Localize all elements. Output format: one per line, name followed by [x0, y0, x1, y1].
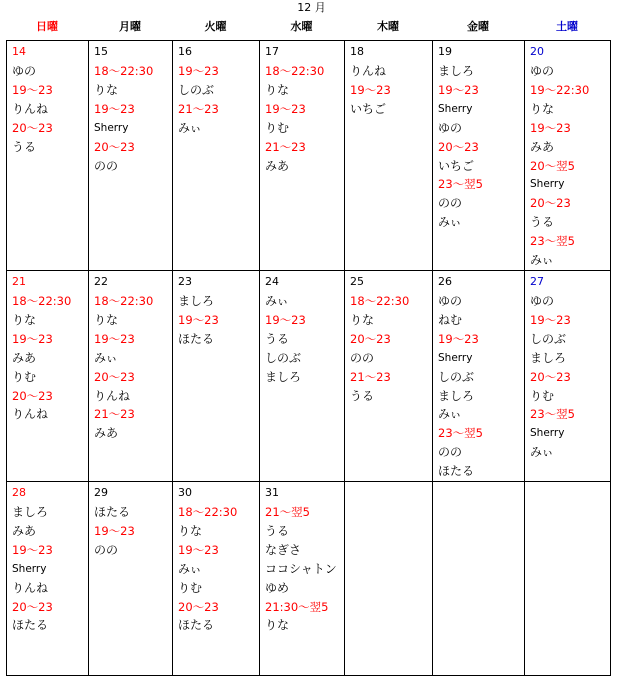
day-cell: [525, 41, 611, 271]
weekday-header-mon: 月曜: [119, 20, 141, 33]
staff-name: しのぶ: [530, 331, 567, 346]
calendar-month-title: 12 月: [297, 1, 326, 14]
shift-time: 19〜22:30: [530, 82, 590, 97]
day-cell: [433, 41, 525, 271]
staff-name: いちご: [438, 158, 475, 173]
weekday-header-tue: 火曜: [204, 20, 227, 33]
staff-name: ココシャトン: [265, 561, 337, 576]
shift-time: 20〜23: [350, 331, 391, 346]
day-number: 19: [438, 45, 452, 58]
shift-time: 20〜23: [12, 120, 53, 135]
shift-time: 20〜23: [530, 369, 571, 384]
staff-name: のの: [94, 542, 119, 557]
weekday-header-sat: 土曜: [556, 20, 578, 33]
staff-name: ゆめ: [265, 580, 290, 595]
staff-name: ましろ: [12, 505, 49, 520]
shift-time: 21〜23: [350, 369, 391, 384]
day-number: 21: [12, 274, 26, 288]
staff-name: りんね: [94, 388, 131, 403]
shift-time: 19〜23: [438, 331, 479, 346]
day-number: 23: [178, 274, 192, 288]
staff-name: ましろ: [530, 350, 567, 365]
staff-name: Sherry: [12, 562, 47, 575]
staff-name: りむ: [530, 388, 555, 403]
shift-time: 21〜翌5: [265, 505, 310, 520]
staff-name: ましろ: [438, 388, 475, 403]
staff-name: ほたる: [178, 331, 215, 346]
shift-time: 19〜23: [265, 312, 306, 327]
week-row: [7, 41, 611, 271]
day-number: 22: [94, 274, 108, 288]
calendar-body: [7, 41, 611, 676]
staff-name: みぃ: [530, 445, 554, 460]
staff-name: りな: [94, 82, 119, 97]
shift-time: 20〜23: [94, 139, 135, 154]
shift-time: 20〜23: [178, 599, 219, 614]
staff-name: のの: [350, 350, 375, 365]
day-number: 27: [530, 274, 544, 288]
staff-name: りな: [265, 82, 290, 97]
shift-time: 18〜22:30: [94, 293, 154, 308]
day-cell: [260, 270, 345, 481]
empty-day-cell: [525, 482, 611, 676]
staff-name: ほたる: [12, 618, 49, 633]
shift-time: 20〜23: [12, 388, 53, 403]
staff-name: みあ: [12, 523, 37, 538]
shift-time: 21〜23: [178, 101, 219, 116]
shift-time: 19〜23: [12, 331, 53, 346]
staff-name: のの: [438, 445, 463, 460]
staff-name: りな: [350, 312, 375, 327]
day-cell: [173, 482, 260, 676]
shift-time: 20〜23: [12, 599, 53, 614]
staff-name: ましろ: [178, 293, 215, 308]
day-number: 20: [530, 45, 544, 58]
staff-name: りむ: [12, 369, 37, 384]
staff-name: りむ: [265, 120, 290, 135]
shift-time: 20〜23: [94, 369, 135, 384]
staff-name: りんね: [12, 101, 49, 116]
shift-time: 19〜23: [178, 542, 219, 557]
weekday-header-wed: 水曜: [290, 20, 313, 33]
staff-name: みぃ: [94, 350, 118, 365]
staff-name: のの: [94, 158, 119, 173]
staff-name: なぎさ: [265, 542, 302, 557]
shift-time: 23〜翌5: [438, 426, 483, 441]
shift-time: 19〜23: [94, 331, 135, 346]
day-cell: [260, 482, 345, 676]
empty-day-cell: [433, 482, 525, 676]
staff-name: うる: [265, 331, 290, 346]
staff-name: りな: [265, 618, 290, 633]
shift-time: 19〜23: [12, 82, 53, 97]
staff-name: りんね: [12, 580, 49, 595]
shift-time: 19〜23: [94, 101, 135, 116]
staff-name: いちご: [350, 101, 387, 116]
staff-name: ましろ: [438, 64, 475, 78]
staff-name: うる: [265, 523, 290, 538]
shift-time: 20〜翌5: [530, 158, 575, 173]
day-number: 25: [350, 274, 364, 288]
staff-name: みあ: [94, 426, 119, 441]
staff-name: Sherry: [94, 121, 129, 134]
shift-time: 18〜22:30: [12, 293, 72, 308]
week-row: [7, 270, 611, 481]
staff-name: うる: [12, 139, 37, 154]
staff-name: みぃ: [178, 120, 202, 135]
day-number: 30: [178, 486, 192, 500]
shift-time: 20〜23: [530, 196, 571, 211]
shift-time: 23〜翌5: [530, 407, 575, 422]
staff-name: ほたる: [178, 618, 215, 633]
day-number: 14: [12, 45, 26, 58]
staff-name: みあ: [12, 350, 37, 365]
shift-time: 19〜23: [530, 120, 571, 135]
staff-name: ゆの: [438, 120, 463, 135]
staff-name: りな: [178, 523, 203, 538]
staff-name: しのぶ: [178, 82, 215, 97]
staff-name: のの: [438, 196, 463, 211]
day-number: 26: [438, 274, 452, 288]
staff-name: ゆの: [530, 293, 555, 308]
staff-name: うる: [350, 388, 375, 403]
weekday-header-sun: 日曜: [36, 20, 58, 33]
shift-time: 18〜22:30: [350, 293, 410, 308]
staff-name: みあ: [530, 139, 555, 154]
empty-day-cell: [345, 482, 433, 676]
staff-name: りむ: [178, 580, 203, 595]
staff-name: Sherry: [438, 351, 473, 364]
day-cell: [7, 41, 89, 271]
day-cell: [433, 270, 525, 481]
staff-name: ねむ: [438, 312, 463, 327]
staff-name: ゆの: [530, 64, 555, 78]
staff-name: Sherry: [530, 427, 565, 440]
week-row: [7, 482, 611, 676]
staff-name: ましろ: [265, 369, 302, 384]
day-number: 16: [178, 45, 192, 58]
staff-name: りんね: [350, 64, 387, 78]
shift-time: 18〜22:30: [94, 64, 154, 78]
day-cell: [89, 270, 173, 481]
day-number: 31: [265, 486, 279, 500]
staff-name: ほたる: [438, 464, 475, 479]
staff-name: みぃ: [265, 293, 289, 308]
staff-name: ほたる: [94, 505, 131, 520]
staff-name: みぃ: [438, 215, 462, 230]
shift-time: 18〜22:30: [178, 505, 238, 520]
shift-time: 21:30〜翌5: [265, 599, 329, 614]
day-number: 17: [265, 45, 279, 58]
staff-name: うる: [530, 215, 555, 230]
staff-name: みぃ: [530, 253, 554, 268]
shift-time: 19〜23: [350, 82, 391, 97]
shift-time: 19〜23: [178, 64, 219, 78]
day-cell: [345, 41, 433, 271]
shift-time: 19〜23: [94, 523, 135, 538]
staff-name: りな: [12, 312, 37, 327]
staff-name: ゆの: [12, 64, 37, 78]
staff-name: りんね: [12, 407, 49, 422]
staff-name: しのぶ: [265, 350, 302, 365]
staff-name: りな: [94, 312, 119, 327]
staff-name: みぃ: [178, 561, 202, 576]
shift-time: 19〜23: [530, 312, 571, 327]
shift-time: 23〜翌5: [530, 234, 575, 249]
day-cell: [525, 270, 611, 481]
staff-name: Sherry: [530, 178, 565, 191]
staff-name: しのぶ: [438, 369, 475, 384]
schedule-calendar: [6, 40, 611, 676]
day-cell: [260, 41, 345, 271]
shift-time: 21〜23: [265, 139, 306, 154]
day-number: 29: [94, 486, 108, 500]
weekday-header-thu: 木曜: [377, 20, 399, 33]
staff-name: みぃ: [438, 407, 462, 422]
day-number: 24: [265, 274, 279, 288]
weekday-header-fri: 金曜: [467, 20, 489, 33]
staff-name: ゆの: [438, 293, 463, 308]
staff-name: Sherry: [438, 102, 473, 115]
shift-time: 19〜23: [12, 542, 53, 557]
shift-time: 19〜23: [178, 312, 219, 327]
shift-time: 19〜23: [265, 101, 306, 116]
day-cell: [345, 270, 433, 481]
shift-time: 19〜23: [438, 82, 479, 97]
weekday-header-row: [6, 17, 612, 37]
day-cell: [89, 482, 173, 676]
shift-time: 18〜22:30: [265, 64, 325, 78]
day-cell: [7, 482, 89, 676]
staff-name: みあ: [265, 158, 290, 173]
day-cell: [173, 41, 260, 271]
staff-name: りな: [530, 101, 555, 116]
day-cell: [89, 41, 173, 271]
shift-time: 20〜23: [438, 139, 479, 154]
day-number: 15: [94, 45, 108, 58]
day-number: 28: [12, 486, 26, 500]
day-cell: [173, 270, 260, 481]
day-cell: [7, 270, 89, 481]
day-number: 18: [350, 45, 364, 58]
shift-time: 23〜翌5: [438, 177, 483, 192]
shift-time: 21〜23: [94, 407, 135, 422]
